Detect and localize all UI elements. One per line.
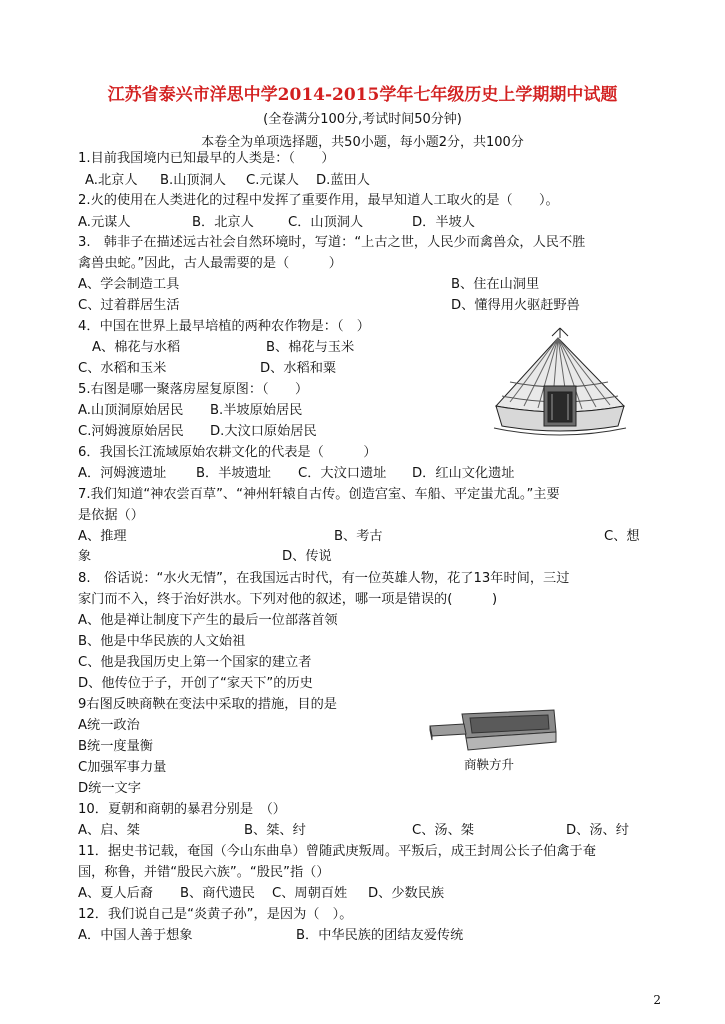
- question-10-stem: 10．夏朝和商朝的暴君分别是 （）: [78, 802, 286, 817]
- question-11-stem-cont: 国，称鲁，并错“殷民六族”。“殷民”指（）: [78, 865, 330, 880]
- page-title: 江苏省泰兴市洋思中学2014-2015学年七年级历史上学期期中试题: [107, 85, 618, 105]
- question-8-stem-cont: 家门而不入，终于治好洪水。下列对他的叙述，哪一项是错误的( ): [78, 592, 498, 607]
- figure-caption: 商鞅方升: [464, 757, 515, 772]
- shang-yang-square-measure-icon: [426, 708, 566, 760]
- question-11-option-a: A、夏人后裔: [78, 886, 153, 901]
- question-2-option-d: D．半坡人: [412, 215, 475, 230]
- question-5-option-b: B.半坡原始居民: [210, 403, 303, 418]
- question-11-option-c: C、周朝百姓: [272, 886, 348, 901]
- question-11-option-b: B、商代遗民: [180, 886, 255, 901]
- question-2-option-b: B．北京人: [192, 215, 254, 230]
- question-7-option-c: C、想: [604, 529, 640, 544]
- question-7-option-a: A、推理: [78, 529, 127, 544]
- question-2-stem: 2.火的使用在人类进化的过程中发挥了重要作用，最早知道人工取火的是（ ）。: [78, 193, 559, 208]
- question-3-option-c: C、过着群居生活: [78, 298, 180, 313]
- question-6-stem: 6．我国长江流域原始农耕文化的代表是（ ）: [78, 445, 377, 460]
- question-4-stem: 4．中国在世界上最早培植的两种农作物是：（ ）: [78, 319, 370, 334]
- question-3-stem-cont: 禽兽虫蛇。”因此，古人最需要的是（ ）: [78, 256, 342, 271]
- thatched-round-hut-icon: [490, 322, 630, 447]
- question-9-option-b: B统一度量衡: [78, 739, 153, 754]
- question-4-option-b: B、棉花与玉米: [266, 340, 355, 355]
- question-2-option-c: C．山顶洞人: [288, 215, 364, 230]
- question-3-option-d: D、懂得用火驱赶野兽: [451, 298, 580, 313]
- question-8-option-c: C、他是我国历史上第一个国家的建立者: [78, 655, 312, 670]
- question-1-option-c: C.元谋人: [246, 173, 299, 188]
- question-5-option-c: C.河姆渡原始居民: [78, 424, 184, 439]
- question-1-option-b: B.山顶洞人: [160, 173, 226, 188]
- question-6-option-d: D．红山文化遗址: [412, 466, 515, 481]
- question-8-option-d: D、他传位于子，开创了“家天下”的历史: [78, 676, 313, 691]
- question-7-option-b: B、考古: [334, 529, 383, 544]
- question-4-option-a: A、棉花与水稻: [92, 340, 181, 355]
- question-11-stem: 11．据史书记载，奄国（今山东曲阜）曾随武庚叛周。平叛后，成王封周公长子伯禽于奄: [78, 844, 596, 859]
- question-7-option-d: D、传说: [282, 549, 332, 564]
- question-2-option-a: A.元谋人: [78, 215, 131, 230]
- question-11-option-d: D、少数民族: [368, 886, 445, 901]
- question-6-option-b: B．半坡遗址: [196, 466, 271, 481]
- instructions: 本卷全为单项选择题，共50小题，每小题2分，共100分: [201, 135, 524, 150]
- question-5-option-a: A.山顶洞原始居民: [78, 403, 184, 418]
- question-8-option-b: B、他是中华民族的人文始祖: [78, 634, 246, 649]
- question-9-option-d: D统一文字: [78, 781, 141, 796]
- question-9-option-c: C加强军事力量: [78, 760, 167, 775]
- question-6-option-c: C．大汶口遗址: [298, 466, 387, 481]
- question-3-option-b: B、住在山洞里: [451, 277, 540, 292]
- question-4-option-d: D、水稻和粟: [260, 361, 337, 376]
- question-10-option-c: C、汤、桀: [412, 823, 474, 838]
- question-1-option-a: A.北京人: [85, 173, 138, 188]
- question-10-option-d: D、汤、纣: [566, 823, 629, 838]
- question-5-option-d: D.大汶口原始居民: [210, 424, 317, 439]
- question-12-stem: 12．我们说自己是“炎黄子孙”，是因为（ ）。: [78, 907, 353, 922]
- question-10-option-b: B、桀、纣: [244, 823, 306, 838]
- question-8-stem: 8. 俗话说：“水火无情”，在我国远古时代，有一位英雄人物，花了13年时间，三过: [78, 571, 570, 586]
- question-1-stem: 1.目前我国境内已知最早的人类是：（ ）: [78, 151, 335, 166]
- score-time-note: (全卷满分100分,考试时间50分钟): [263, 112, 462, 127]
- question-9-stem: 9右图反映商鞅在变法中采取的措施，目的是: [78, 697, 337, 712]
- question-7-stem-cont: 是依据（）: [78, 508, 144, 523]
- question-10-option-a: A、启、桀: [78, 823, 140, 838]
- question-7-stem: 7.我们知道“神农尝百草”、“神州轩辕自古传。创造宫室、车船、平定蚩尤乱。”主要: [78, 487, 560, 502]
- question-8-option-a: A、他是禅让制度下产生的最后一位部落首领: [78, 613, 338, 628]
- question-12-option-a: A．中国人善于想象: [78, 928, 193, 943]
- question-4-option-c: C、水稻和玉米: [78, 361, 167, 376]
- question-5-stem: 5.右图是哪一聚落房屋复原图：（ ）: [78, 382, 309, 397]
- question-7-option-c-cont: 象: [78, 549, 92, 564]
- question-3-stem: 3. 韩非子在描述远古社会自然环境时，写道：“上古之世，人民少而禽兽众，人民不胜: [78, 235, 586, 250]
- page-number: 2: [653, 993, 661, 1007]
- question-6-option-a: A．河姆渡遗址: [78, 466, 167, 481]
- question-9-option-a: A统一政治: [78, 718, 140, 733]
- question-12-option-b: B．中华民族的团结友爱传统: [296, 928, 464, 943]
- question-1-option-d: D.蓝田人: [316, 173, 370, 188]
- question-3-option-a: A、学会制造工具: [78, 277, 180, 292]
